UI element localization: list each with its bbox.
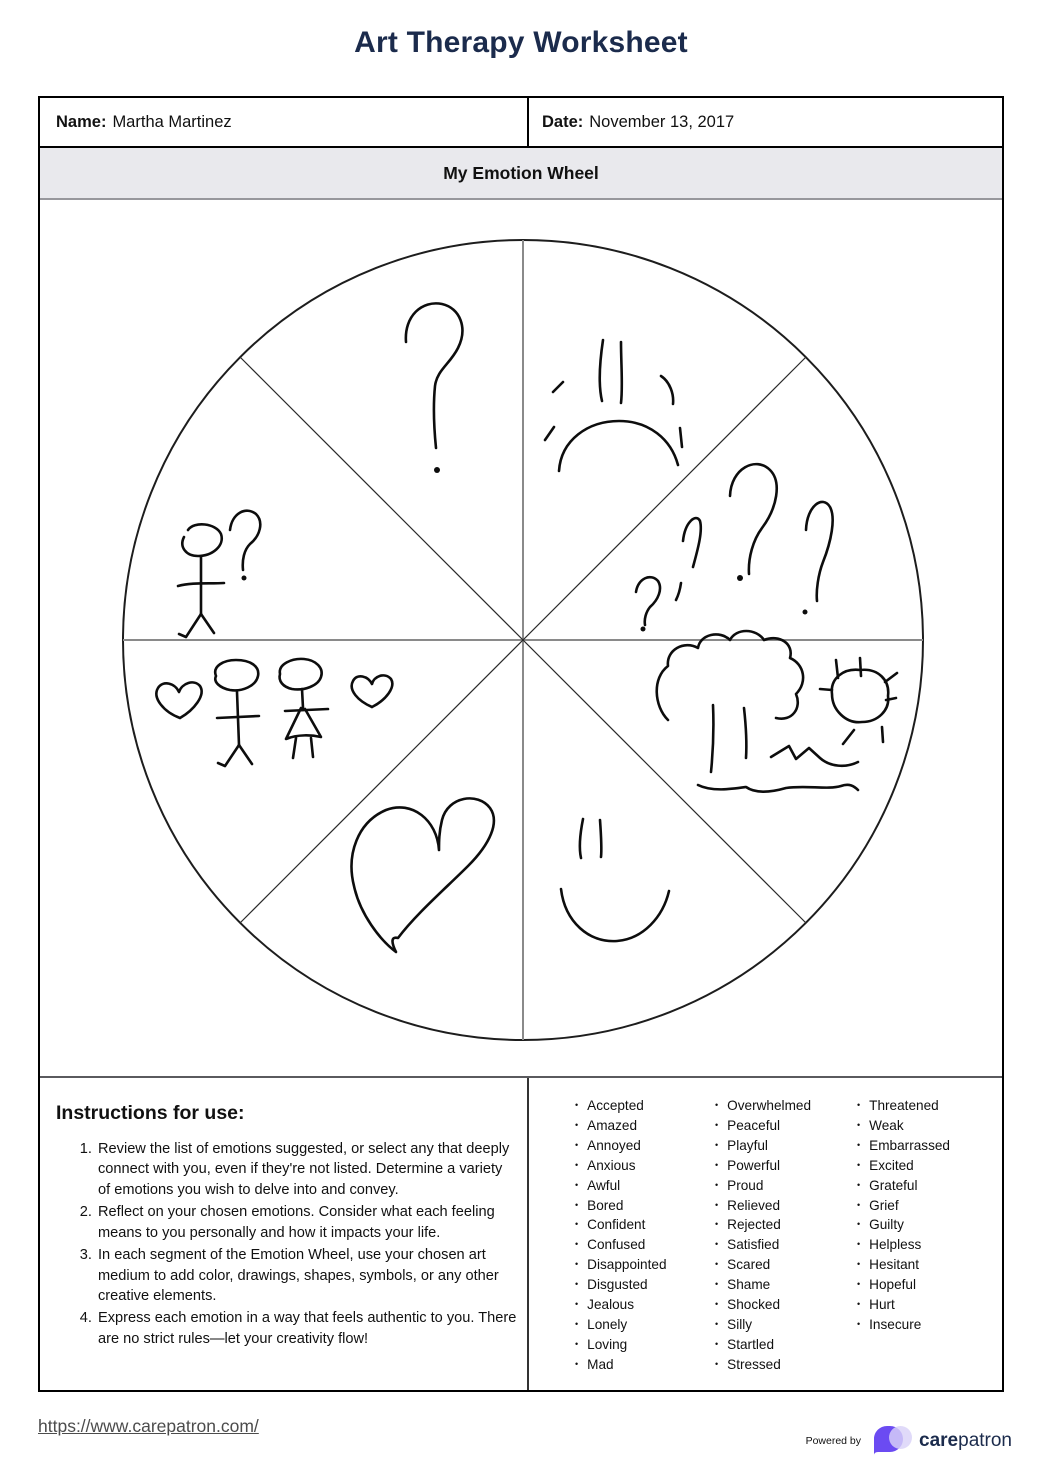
drawing-question-mark-large [406, 303, 463, 473]
name-date-row [40, 98, 1002, 148]
emotion-item: • Startled [715, 1335, 857, 1355]
drawing-heart-large [352, 798, 494, 952]
instructions-list [56, 1139, 517, 1349]
wheel-frame [123, 240, 923, 1040]
powered-by-label: Powered by [805, 1435, 862, 1447]
brand-patron: patron [958, 1430, 1012, 1451]
drawing-landscape-trees-sun [657, 631, 897, 792]
emotion-item: • Accepted [575, 1096, 715, 1116]
emotions-column-1 [575, 1096, 715, 1390]
drawing-stick-figure-question [178, 511, 260, 637]
emotion-item: • Jealous [575, 1295, 715, 1315]
emotion-item: • Hurt [857, 1295, 950, 1315]
drawing-worried-face [545, 340, 682, 471]
emotion-item: • Proud [715, 1176, 857, 1196]
emotion-item: • Excited [857, 1156, 950, 1176]
instructions-heading: Instructions for use: [56, 1102, 245, 1124]
emotion-item: • Bored [575, 1196, 715, 1216]
instruction-step: 3. In each segment of the Emotion Wheel, use your chosen art medium to add color, drawings, shapes, symbols, or any other creative elements. [96, 1245, 517, 1306]
emotion-item: • Disappointed [575, 1255, 715, 1275]
emotion-item: • Mad [575, 1355, 715, 1375]
instruction-step: 1. Review the list of emotions suggested, or select any that deeply connect with you, even if they're not listed. Determine a variety of emotions you wish to delve into and convey. [96, 1139, 517, 1200]
emotion-item: • Threatened [857, 1096, 950, 1116]
emotion-item: • Embarrassed [857, 1136, 950, 1156]
emotion-item: • Hesitant [857, 1255, 950, 1275]
page-title: Art Therapy Worksheet [354, 26, 688, 59]
emotion-item: • Anxious [575, 1156, 715, 1176]
emotion-item: • Rejected [715, 1215, 857, 1235]
emotions-cell [529, 1078, 1002, 1390]
brand-name [919, 1430, 1012, 1452]
emotion-item: • Lonely [575, 1315, 715, 1335]
emotion-item: • Hopeful [857, 1275, 950, 1295]
emotion-item: • Insecure [857, 1315, 950, 1335]
emotion-item: • Grief [857, 1196, 950, 1216]
emotion-item: • Disgusted [575, 1275, 715, 1295]
emotion-item: • Amazed [575, 1116, 715, 1136]
emotion-item: • Awful [575, 1176, 715, 1196]
emotion-item: • Overwhelmed [715, 1096, 857, 1116]
emotion-item: • Satisfied [715, 1235, 857, 1255]
emotion-item: • Powerful [715, 1156, 857, 1176]
emotions-column-3 [857, 1096, 950, 1390]
emotion-item: • Confused [575, 1235, 715, 1255]
emotions-column-2 [715, 1096, 857, 1390]
emotion-item: • Helpless [857, 1235, 950, 1255]
section-title: My Emotion Wheel [443, 162, 599, 183]
emotion-item: • Peaceful [715, 1116, 857, 1136]
emotion-item: • Shame [715, 1275, 857, 1295]
worksheet-table [38, 96, 1004, 1392]
emotion-item: • Relieved [715, 1196, 857, 1216]
emotion-wheel-canvas [40, 200, 1002, 1076]
emotion-item: • Guilty [857, 1215, 950, 1235]
drawing-question-marks-cluster [636, 464, 833, 631]
bottom-row [40, 1078, 1002, 1390]
carepatron-logo-icon [870, 1424, 914, 1458]
emotion-item: • Annoyed [575, 1136, 715, 1156]
instruction-step: 4. Express each emotion in a way that feels authentic to you. There are no strict rules—let your creativity flow! [96, 1308, 517, 1349]
emotion-item: • Loving [575, 1335, 715, 1355]
instructions-cell [40, 1078, 529, 1390]
name-label: Name: [56, 112, 107, 131]
emotion-item: • Grateful [857, 1176, 950, 1196]
emotion-item: • Shocked [715, 1295, 857, 1315]
carepatron-link[interactable]: https://www.carepatron.com/ [38, 1416, 259, 1436]
drawing-couple-with-hearts [156, 659, 392, 766]
drawing-smiley-face [561, 819, 669, 941]
name-field [40, 98, 529, 146]
instruction-step: 2. Reflect on your chosen emotions. Consider what each feeling means to you personally and how it impacts your life. [96, 1202, 517, 1243]
emotion-item: • Playful [715, 1136, 857, 1156]
emotion-item: • Scared [715, 1255, 857, 1275]
emotion-item: • Confident [575, 1215, 715, 1235]
date-label: Date: [542, 112, 584, 131]
date-value: November 13, 2017 [589, 112, 735, 131]
emotion-wheel-cell [40, 200, 1002, 1078]
emotion-item: • Silly [715, 1315, 857, 1335]
date-field [529, 98, 1002, 146]
name-value: Martha Martinez [112, 112, 232, 131]
section-header [40, 148, 1002, 200]
emotion-item: • Stressed [715, 1355, 857, 1375]
powered-by-block [806, 1424, 1012, 1458]
brand-care: care [919, 1430, 959, 1451]
emotion-item: • Weak [857, 1116, 950, 1136]
